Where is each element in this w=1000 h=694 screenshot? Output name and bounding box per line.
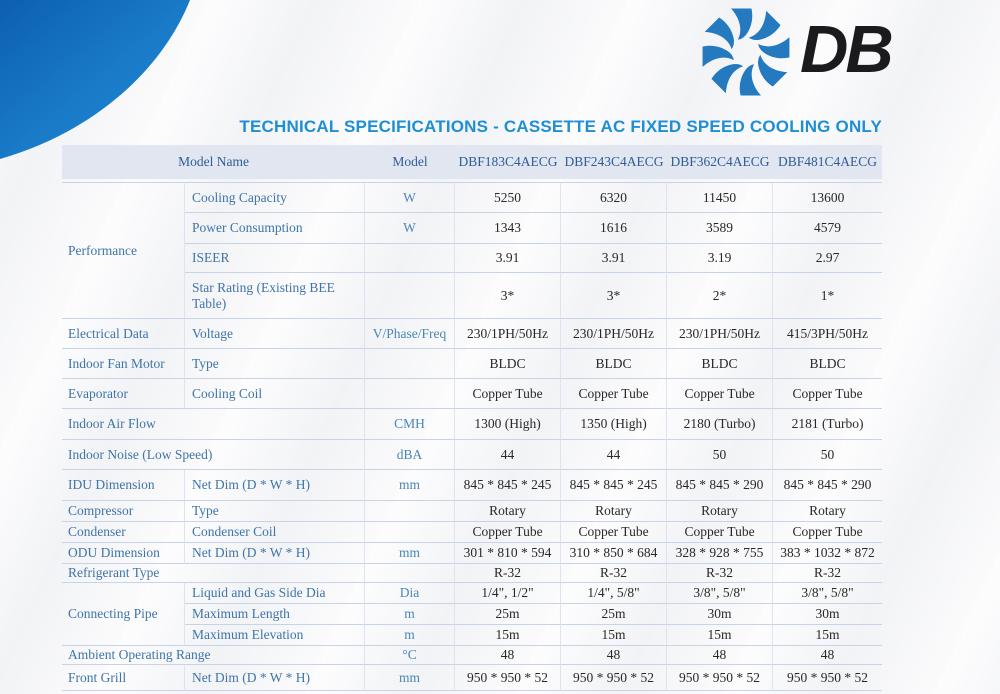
value-cell: 950 * 950 * 52 xyxy=(773,665,882,691)
category-cell: Indoor Fan Motor xyxy=(62,349,185,379)
value-cell: 3/8", 5/8" xyxy=(773,583,882,604)
value-cell: 48 xyxy=(773,646,882,665)
model-name-header: Model Name xyxy=(62,145,365,182)
value-cell: 230/1PH/50Hz xyxy=(455,319,561,349)
value-cell: 3* xyxy=(455,273,561,319)
value-cell: Copper Tube xyxy=(561,522,667,543)
value-cell: 44 xyxy=(561,440,667,470)
spec-row xyxy=(62,349,882,379)
spec-row xyxy=(62,470,882,501)
unit-cell xyxy=(365,349,455,379)
unit-cell: m xyxy=(365,625,455,646)
unit-cell: mm xyxy=(365,543,455,564)
value-cell: 3589 xyxy=(667,213,773,244)
spec-row xyxy=(62,665,882,691)
value-cell: 3/8", 5/8" xyxy=(667,583,773,604)
value-cell: 48 xyxy=(561,646,667,665)
category-cell: Compressor xyxy=(62,501,185,522)
value-cell: BLDC xyxy=(561,349,667,379)
spec-row xyxy=(62,409,882,440)
value-cell: 1350 (High) xyxy=(561,409,667,440)
value-cell: Rotary xyxy=(455,501,561,522)
value-cell: 2181 (Turbo) xyxy=(773,409,882,440)
table-header-row xyxy=(62,145,882,182)
value-cell: 30m xyxy=(667,604,773,625)
value-cell: Copper Tube xyxy=(455,522,561,543)
category-cell: Ambient Operating Range xyxy=(62,646,365,665)
value-cell: 1616 xyxy=(561,213,667,244)
spec-label-cell: Cooling Coil xyxy=(185,379,365,409)
spec-row xyxy=(62,319,882,349)
page-title: TECHNICAL SPECIFICATIONS - CASSETTE AC FIXED SPEED COOLING ONLY xyxy=(239,117,882,136)
value-cell: 310 * 850 * 684 xyxy=(561,543,667,564)
category-cell: Condenser xyxy=(62,522,185,543)
spec-label-cell: Maximum Elevation xyxy=(185,625,365,646)
spec-row xyxy=(62,543,882,564)
unit-cell: mm xyxy=(365,470,455,501)
spec-label-cell: ISEER xyxy=(185,244,365,273)
value-cell: Copper Tube xyxy=(455,379,561,409)
value-cell: 15m xyxy=(667,625,773,646)
model-header: Model xyxy=(365,145,455,182)
spec-row xyxy=(62,646,882,665)
value-cell: 11450 xyxy=(667,182,773,213)
value-cell: Rotary xyxy=(561,501,667,522)
unit-cell xyxy=(365,564,455,583)
value-cell: 5250 xyxy=(455,182,561,213)
model-column-header: DBF243C4AECG xyxy=(561,145,667,182)
value-cell: 301 * 810 * 594 xyxy=(455,543,561,564)
unit-cell: dBA xyxy=(365,440,455,470)
value-cell: 3.91 xyxy=(455,244,561,273)
spec-row xyxy=(62,604,882,625)
value-cell: 48 xyxy=(455,646,561,665)
model-column-header: DBF183C4AECG xyxy=(455,145,561,182)
value-cell: BLDC xyxy=(773,349,882,379)
category-cell: Indoor Air Flow xyxy=(62,409,365,440)
unit-cell: CMH xyxy=(365,409,455,440)
value-cell: 25m xyxy=(561,604,667,625)
value-cell: Copper Tube xyxy=(667,522,773,543)
value-cell: 3.91 xyxy=(561,244,667,273)
category-cell: Electrical Data xyxy=(62,319,185,349)
value-cell: 2.97 xyxy=(773,244,882,273)
spec-label-cell: Net Dim (D * W * H) xyxy=(185,543,365,564)
unit-cell: W xyxy=(365,182,455,213)
spec-label-cell: Cooling Capacity xyxy=(185,182,365,213)
spec-label-cell: Net Dim (D * W * H) xyxy=(185,665,365,691)
value-cell: 15m xyxy=(773,625,882,646)
value-cell: 13600 xyxy=(773,182,882,213)
spec-row xyxy=(62,583,882,604)
model-column-header: DBF481C4AECG xyxy=(773,145,882,182)
category-cell: Performance xyxy=(62,182,185,319)
spec-label-cell: Type xyxy=(185,501,365,522)
unit-cell: °C xyxy=(365,646,455,665)
unit-cell xyxy=(365,501,455,522)
value-cell: 25m xyxy=(455,604,561,625)
spec-row xyxy=(62,522,882,543)
value-cell: Copper Tube xyxy=(773,522,882,543)
unit-cell xyxy=(365,244,455,273)
spec-row xyxy=(62,625,882,646)
unit-cell: m xyxy=(365,604,455,625)
value-cell: Rotary xyxy=(773,501,882,522)
value-cell: 845 * 845 * 290 xyxy=(667,470,773,501)
value-cell: 48 xyxy=(667,646,773,665)
value-cell: 2* xyxy=(667,273,773,319)
spec-row xyxy=(62,501,882,522)
value-cell: R-32 xyxy=(667,564,773,583)
value-cell: 328 * 928 * 755 xyxy=(667,543,773,564)
spec-label-cell: Condenser Coil xyxy=(185,522,365,543)
spec-label-cell: Type xyxy=(185,349,365,379)
spec-row xyxy=(62,379,882,409)
spec-label-cell: Power Consumption xyxy=(185,213,365,244)
value-cell: 44 xyxy=(455,440,561,470)
value-cell: 50 xyxy=(667,440,773,470)
unit-cell: mm xyxy=(365,665,455,691)
spec-row xyxy=(62,273,882,319)
spec-label-cell: Voltage xyxy=(185,319,365,349)
value-cell: R-32 xyxy=(455,564,561,583)
value-cell: R-32 xyxy=(773,564,882,583)
unit-cell: Dia xyxy=(365,583,455,604)
spec-row xyxy=(62,564,882,583)
value-cell: 845 * 845 * 290 xyxy=(773,470,882,501)
value-cell: 15m xyxy=(561,625,667,646)
value-cell: 30m xyxy=(773,604,882,625)
value-cell: R-32 xyxy=(561,564,667,583)
category-cell: Evaporator xyxy=(62,379,185,409)
unit-cell: W xyxy=(365,213,455,244)
model-column-header: DBF362C4AECG xyxy=(667,145,773,182)
value-cell: 1343 xyxy=(455,213,561,244)
spec-table-head xyxy=(62,145,882,182)
value-cell: 1/4", 5/8" xyxy=(561,583,667,604)
spec-table-body xyxy=(62,182,882,691)
value-cell: 3* xyxy=(561,273,667,319)
value-cell: BLDC xyxy=(667,349,773,379)
spec-table xyxy=(62,145,882,691)
value-cell: 1* xyxy=(773,273,882,319)
unit-cell: V/Phase/Freq xyxy=(365,319,455,349)
value-cell: 950 * 950 * 52 xyxy=(667,665,773,691)
spec-label-cell: Net Dim (D * W * H) xyxy=(185,470,365,501)
category-cell: Front Grill xyxy=(62,665,185,691)
brand-logo-text: DB xyxy=(800,12,891,87)
category-cell: Connecting Pipe xyxy=(62,583,185,646)
value-cell: 4579 xyxy=(773,213,882,244)
category-cell: Refrigerant Type xyxy=(62,564,365,583)
value-cell: BLDC xyxy=(455,349,561,379)
value-cell: 950 * 950 * 52 xyxy=(455,665,561,691)
spec-label-cell: Maximum Length xyxy=(185,604,365,625)
value-cell: 50 xyxy=(773,440,882,470)
value-cell: 3.19 xyxy=(667,244,773,273)
unit-cell xyxy=(365,379,455,409)
brand-logo xyxy=(698,2,998,102)
category-cell: ODU Dimension xyxy=(62,543,185,564)
spec-row xyxy=(62,244,882,273)
spec-label-cell: Liquid and Gas Side Dia xyxy=(185,583,365,604)
spec-row xyxy=(62,440,882,470)
value-cell: 1/4", 1/2" xyxy=(455,583,561,604)
value-cell: 6320 xyxy=(561,182,667,213)
value-cell: 1300 (High) xyxy=(455,409,561,440)
value-cell: 230/1PH/50Hz xyxy=(667,319,773,349)
value-cell: 845 * 845 * 245 xyxy=(455,470,561,501)
value-cell: Copper Tube xyxy=(667,379,773,409)
value-cell: 950 * 950 * 52 xyxy=(561,665,667,691)
fan-swirl-icon xyxy=(698,4,794,100)
category-cell: IDU Dimension xyxy=(62,470,185,501)
unit-cell xyxy=(365,522,455,543)
value-cell: 415/3PH/50Hz xyxy=(773,319,882,349)
spec-label-cell: Star Rating (Existing BEE Table) xyxy=(185,273,365,319)
unit-cell xyxy=(365,273,455,319)
value-cell: 2180 (Turbo) xyxy=(667,409,773,440)
value-cell: 230/1PH/50Hz xyxy=(561,319,667,349)
value-cell: 15m xyxy=(455,625,561,646)
spec-row xyxy=(62,213,882,244)
value-cell: Rotary xyxy=(667,501,773,522)
value-cell: Copper Tube xyxy=(561,379,667,409)
value-cell: 383 * 1032 * 872 xyxy=(773,543,882,564)
spec-row xyxy=(62,182,882,213)
category-cell: Indoor Noise (Low Speed) xyxy=(62,440,365,470)
value-cell: Copper Tube xyxy=(773,379,882,409)
value-cell: 845 * 845 * 245 xyxy=(561,470,667,501)
